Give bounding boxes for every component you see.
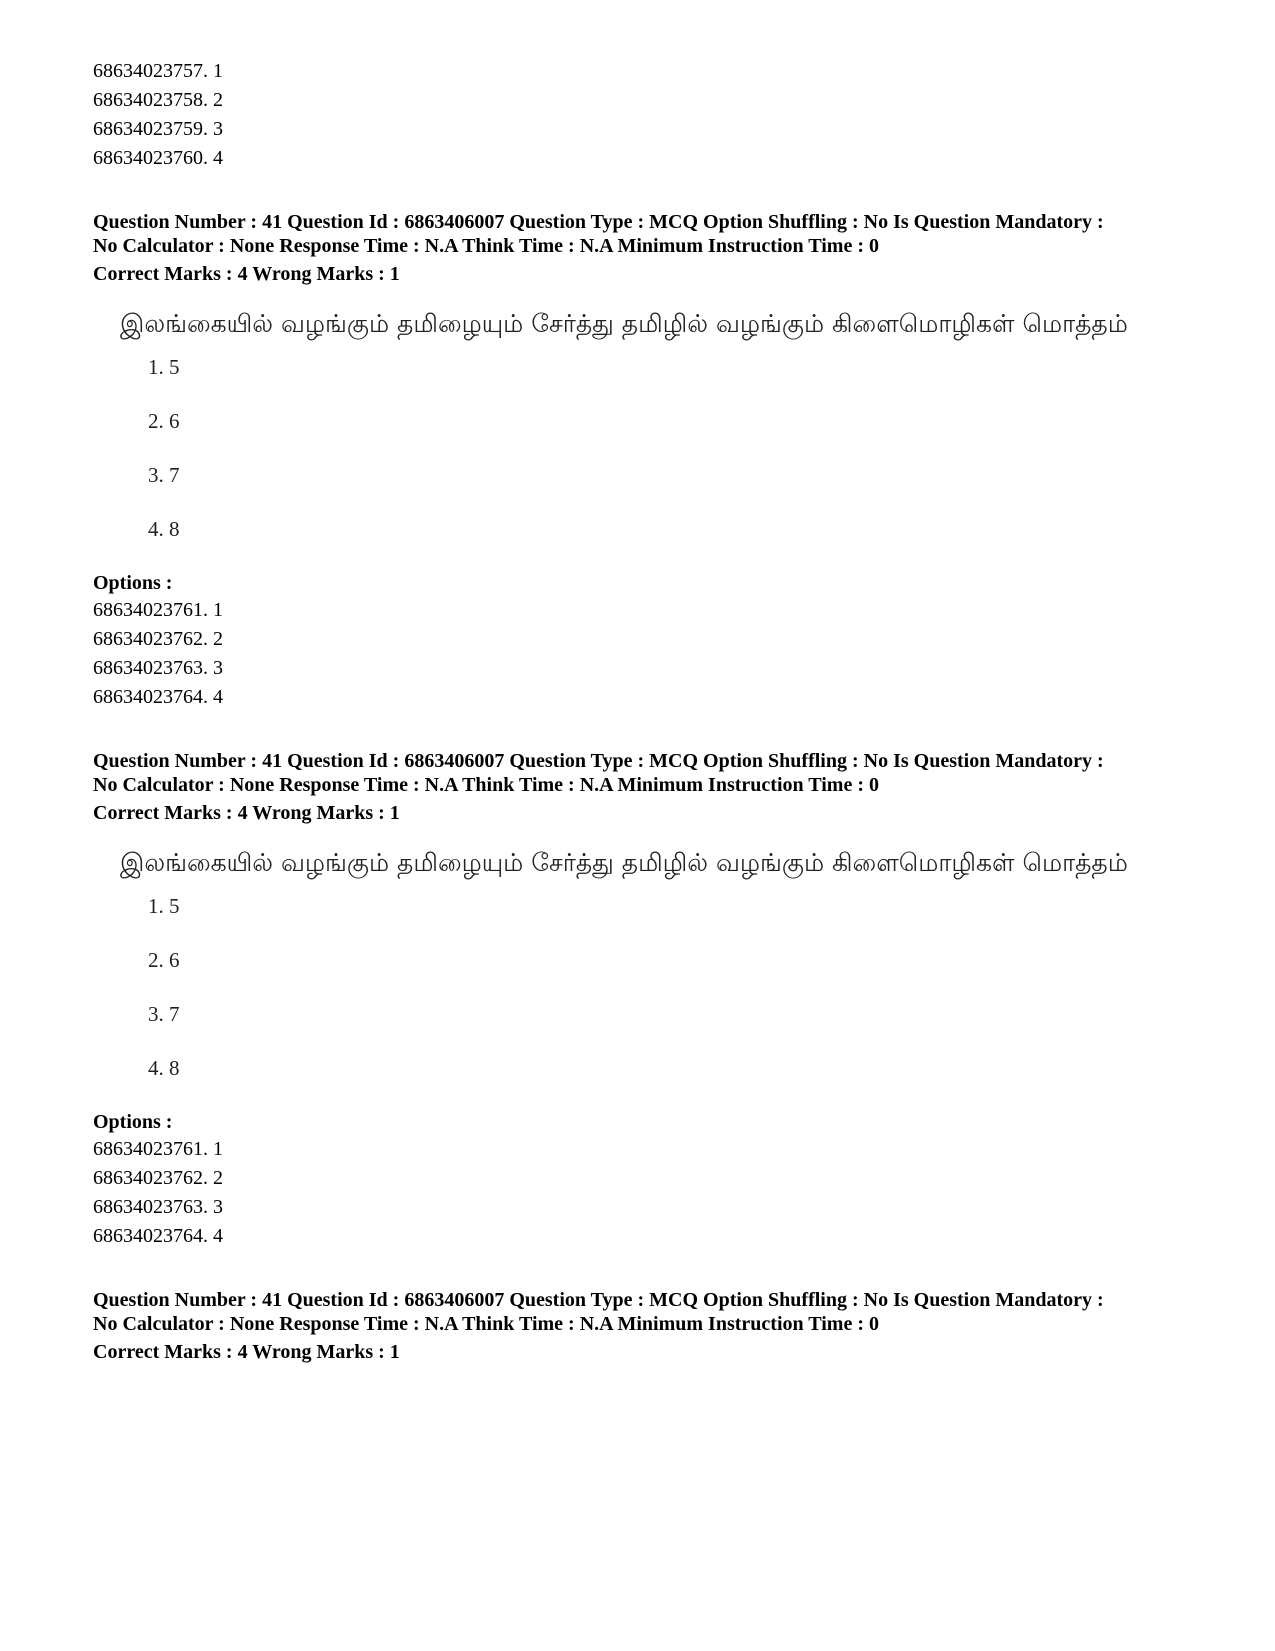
question-header: No Calculator : None Response Time : N.A Think Time : N.A Minimum Instruction Time : 0 <box>93 1313 879 1335</box>
question-block <box>93 1288 1203 1364</box>
option-id-line: 68634023761. 1 <box>93 1138 223 1160</box>
answer-choice: 2. 6 <box>148 948 180 972</box>
answer-choice: 1. 5 <box>148 894 180 918</box>
question-text: இலங்கையில் வழங்கும் தமிழையும் சேர்த்து தமிழில் வழங்கும் கிளைமொழிகள் மொத்தம் <box>120 309 1128 338</box>
answer-choice: 2. 6 <box>148 409 180 433</box>
answer-choice: 4. 8 <box>148 1056 180 1080</box>
previous-options-list <box>93 57 1203 173</box>
question-header: No Calculator : None Response Time : N.A Think Time : N.A Minimum Instruction Time : 0 <box>93 774 879 796</box>
option-id-line: 68634023757. 1 <box>93 60 223 82</box>
options-label: Options : <box>93 1111 173 1133</box>
answer-choice: 3. 7 <box>148 463 180 487</box>
option-id-line: 68634023759. 3 <box>93 118 223 140</box>
option-id-line: 68634023764. 4 <box>93 686 223 708</box>
answer-choice: 4. 8 <box>148 517 180 541</box>
option-id-line: 68634023763. 3 <box>93 1196 223 1218</box>
answer-choice: 3. 7 <box>148 1002 180 1026</box>
answer-choice: 1. 5 <box>148 355 180 379</box>
question-header: Question Number : 41 Question Id : 6863406007 Question Type : MCQ Option Shuffling : No Is Question Mandatory : <box>93 211 1104 233</box>
option-id-line: 68634023760. 4 <box>93 147 223 169</box>
question-text: இலங்கையில் வழங்கும் தமிழையும் சேர்த்து தமிழில் வழங்கும் கிளைமொழிகள் மொத்தம் <box>120 848 1128 877</box>
option-id-line: 68634023761. 1 <box>93 599 223 621</box>
option-id-line: 68634023762. 2 <box>93 1167 223 1189</box>
options-label: Options : <box>93 572 173 594</box>
question-header: Question Number : 41 Question Id : 6863406007 Question Type : MCQ Option Shuffling : No Is Question Mandatory : <box>93 1289 1104 1311</box>
document-page <box>93 57 1203 1364</box>
option-id-line: 68634023764. 4 <box>93 1225 223 1247</box>
question-header: No Calculator : None Response Time : N.A Think Time : N.A Minimum Instruction Time : 0 <box>93 235 879 257</box>
answer-choices <box>148 354 1203 570</box>
block-spacer <box>93 712 1203 749</box>
question-header: Question Number : 41 Question Id : 6863406007 Question Type : MCQ Option Shuffling : No Is Question Mandatory : <box>93 750 1104 772</box>
option-id-line: 68634023763. 3 <box>93 657 223 679</box>
question-marks: Correct Marks : 4 Wrong Marks : 1 <box>93 1341 400 1363</box>
option-id-line: 68634023762. 2 <box>93 628 223 650</box>
question-marks: Correct Marks : 4 Wrong Marks : 1 <box>93 263 400 285</box>
option-id-line: 68634023758. 2 <box>93 89 223 111</box>
question-block <box>93 210 1203 712</box>
question-block <box>93 749 1203 1251</box>
answer-choices <box>148 893 1203 1109</box>
block-spacer <box>93 1251 1203 1288</box>
question-marks: Correct Marks : 4 Wrong Marks : 1 <box>93 802 400 824</box>
